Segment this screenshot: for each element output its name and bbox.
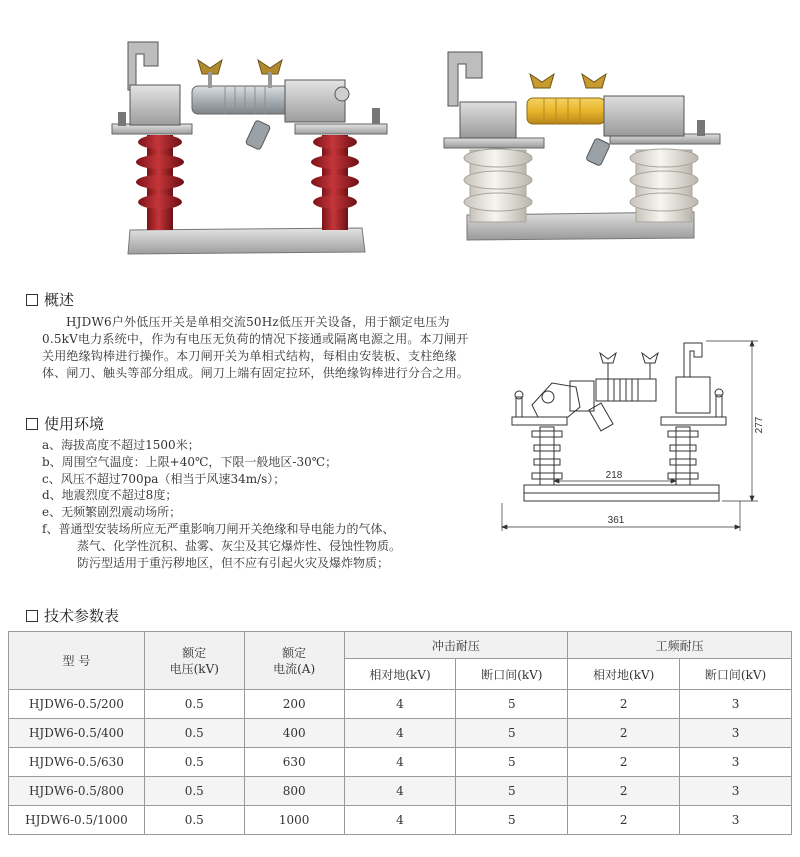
- col-header-impulse-ground: 相对地(kV): [344, 659, 456, 690]
- table-row: [9, 748, 792, 777]
- cell-voltage: 0.5: [144, 719, 244, 748]
- dimension-label-218: 218: [605, 470, 623, 481]
- list-item-continuation: 蒸气、化学性沉积、盐雾、灰尘及其它爆炸性、侵蚀性物质。: [77, 538, 402, 553]
- list-item: d、地震烈度不超过8度；: [42, 488, 178, 503]
- col-header-impulse-gap: 断口间(kV): [456, 659, 568, 690]
- overview-heading-label: 概述: [44, 291, 75, 309]
- cell-pf-gap: 3: [680, 748, 792, 777]
- checkbox-square-icon: [26, 610, 38, 622]
- cell-current: 200: [244, 690, 344, 719]
- cell-pf-gap: 3: [680, 719, 792, 748]
- cell-pf-ground: 2: [568, 719, 680, 748]
- dimension-label-277: 277: [754, 416, 765, 434]
- cell-pf-ground: 2: [568, 690, 680, 719]
- cell-voltage: 0.5: [144, 777, 244, 806]
- switch-photo-white: [432, 30, 727, 260]
- table-row: [9, 777, 792, 806]
- cell-pf-ground: 2: [568, 777, 680, 806]
- list-item-continuation: 防污型适用于重污秽地区，但不应有引起火灾及爆炸物质；: [77, 555, 390, 570]
- cell-current: 800: [244, 777, 344, 806]
- col-header-rated-current: 额定 电流(A): [244, 632, 344, 690]
- params-table: [8, 631, 792, 835]
- table-row: [9, 690, 792, 719]
- col-header-power-freq: 工频耐压: [568, 632, 792, 659]
- cell-voltage: 0.5: [144, 748, 244, 777]
- cell-imp-gap: 5: [456, 690, 568, 719]
- col-header-pf-gap: 断口间(kV): [680, 659, 792, 690]
- cell-pf-gap: 3: [680, 777, 792, 806]
- cell-pf-ground: 2: [568, 806, 680, 835]
- cell-model: HJDW6-0.5/1000: [9, 806, 145, 835]
- list-item: f、普通型安装场所应无严重影响刀闸开关绝缘和导电能力的气体、: [42, 521, 395, 536]
- environment-heading: [26, 413, 104, 434]
- table-row: [9, 719, 792, 748]
- dimension-drawing: [496, 335, 796, 545]
- overview-heading: [26, 289, 74, 310]
- overview-text: [42, 314, 474, 382]
- col-header-impulse: 冲击耐压: [344, 632, 568, 659]
- list-item: e、无频繁剧烈震动场所；: [42, 505, 182, 520]
- cell-model: HJDW6-0.5/200: [9, 690, 145, 719]
- list-item: b、周围空气温度：上限+40℃，下限一般地区-30℃；: [42, 454, 338, 469]
- cell-imp-ground: 4: [344, 748, 456, 777]
- cell-model: HJDW6-0.5/400: [9, 719, 145, 748]
- cell-imp-gap: 5: [456, 806, 568, 835]
- switch-photo-red: [100, 30, 395, 260]
- cell-imp-gap: 5: [456, 777, 568, 806]
- cell-imp-ground: 4: [344, 806, 456, 835]
- cell-pf-gap: 3: [680, 806, 792, 835]
- cell-model: HJDW6-0.5/800: [9, 777, 145, 806]
- table-row: [9, 806, 792, 835]
- overview-paragraph: HJDW6户外低压开关是单相交流50Hz低压开关设备，用于额定电压为0.5kV电力系统中，作为有电压无负荷的情况下接通或隔离电源之用。本刀闸开关用绝缘钩棒进行操作。本刀闸开关为单相式结构，每相由安装板、支柱绝缘体、闸刀、触头等部分组成。闸刀上端有固定拉环，供绝缘钩棒进行分合之用。: [42, 315, 470, 380]
- environment-list: [42, 437, 482, 571]
- environment-heading-label: 使用环境: [44, 415, 105, 433]
- cell-imp-ground: 4: [344, 690, 456, 719]
- cell-voltage: 0.5: [144, 690, 244, 719]
- col-header-rated-voltage: 额定 电压(kV): [144, 632, 244, 690]
- cell-pf-ground: 2: [568, 748, 680, 777]
- cell-imp-gap: 5: [456, 719, 568, 748]
- cell-voltage: 0.5: [144, 806, 244, 835]
- cell-current: 1000: [244, 806, 344, 835]
- dimension-label-361: 361: [607, 515, 625, 526]
- cell-imp-ground: 4: [344, 777, 456, 806]
- cell-current: 400: [244, 719, 344, 748]
- params-heading-label: 技术参数表: [44, 607, 120, 625]
- cell-imp-gap: 5: [456, 748, 568, 777]
- col-header-model: 型 号: [9, 632, 145, 690]
- params-heading: [26, 605, 119, 626]
- list-item: a、海拔高度不超过1500米；: [42, 438, 200, 452]
- cell-current: 630: [244, 748, 344, 777]
- cell-imp-ground: 4: [344, 719, 456, 748]
- list-item: c、风压不超过700pa（相当于风速34m/s）；: [42, 471, 286, 486]
- col-header-pf-ground: 相对地(kV): [568, 659, 680, 690]
- checkbox-square-icon: [26, 294, 38, 306]
- cell-pf-gap: 3: [680, 690, 792, 719]
- checkbox-square-icon: [26, 418, 38, 430]
- cell-model: HJDW6-0.5/630: [9, 748, 145, 777]
